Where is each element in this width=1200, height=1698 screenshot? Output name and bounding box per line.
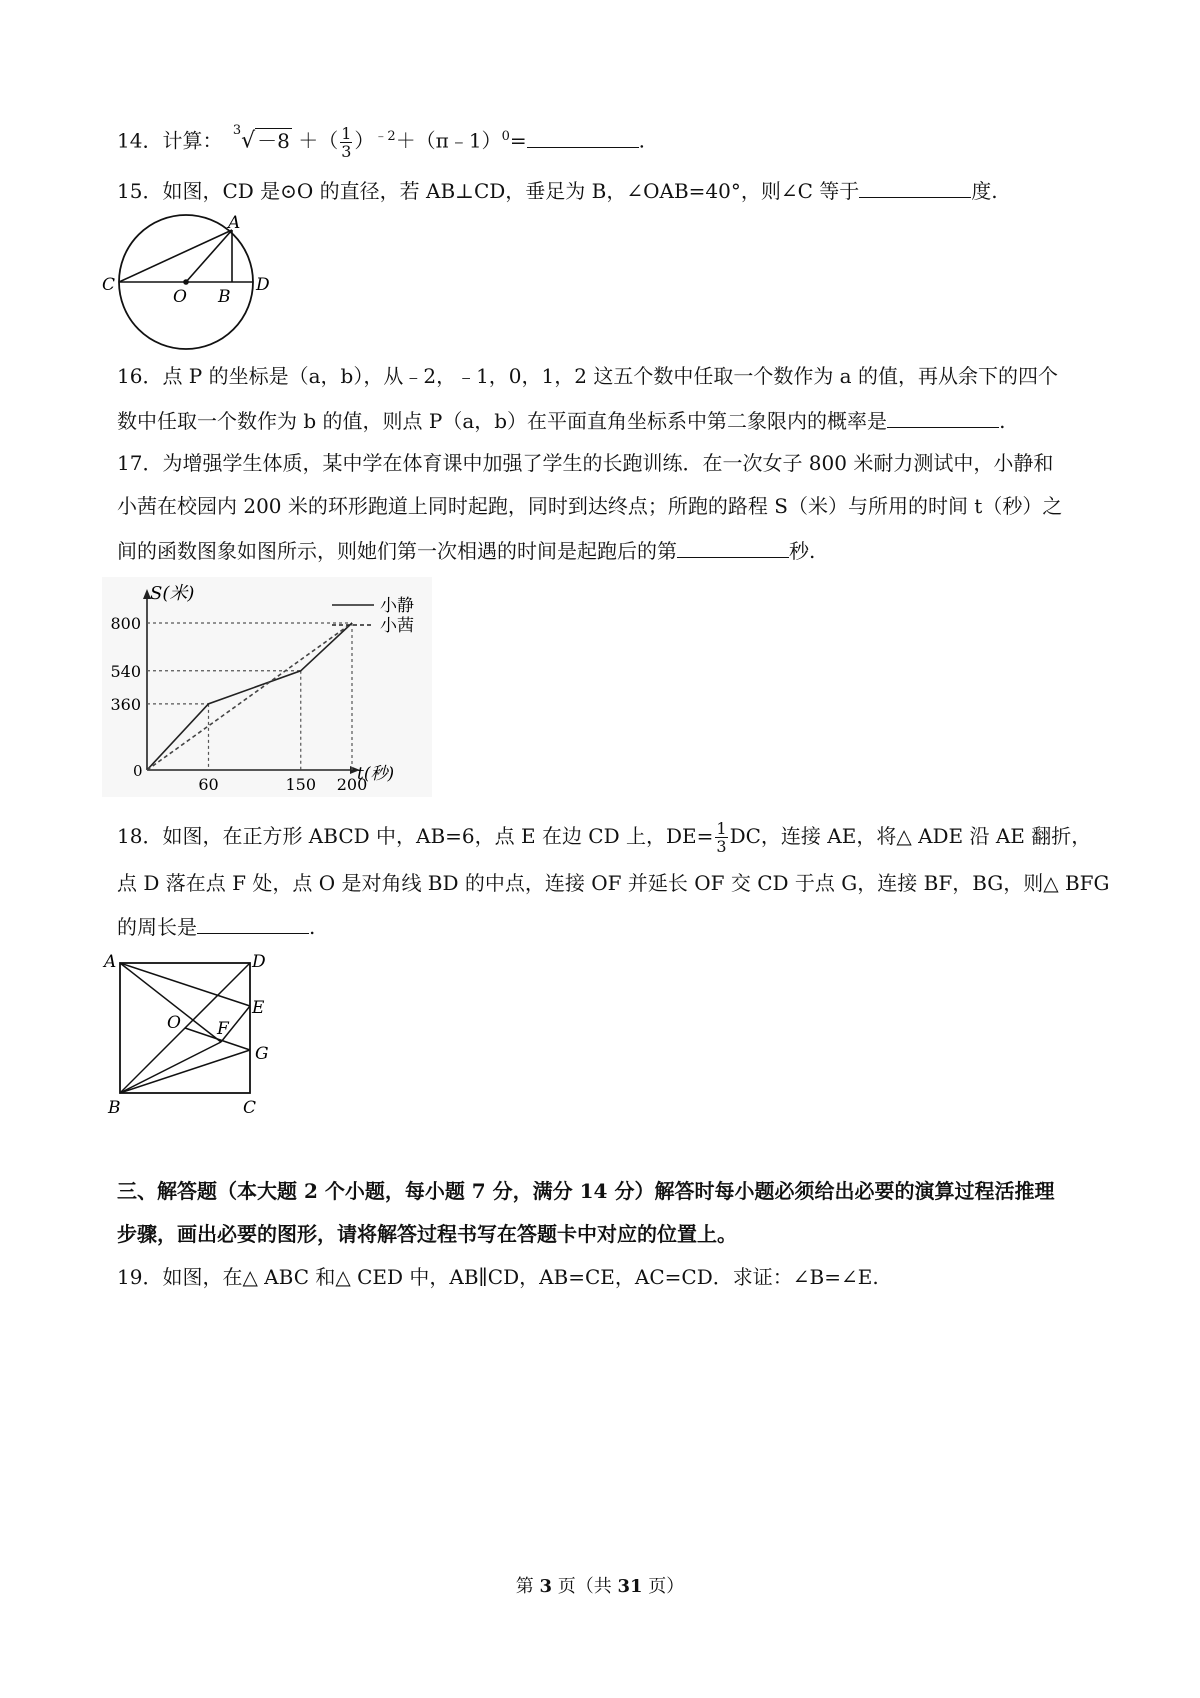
y-tick-label: 540 — [110, 661, 141, 681]
question-17-line2 — [117, 491, 1062, 521]
label-c: C — [102, 275, 116, 295]
label-o: O — [173, 287, 187, 307]
x-tick-label: 150 — [285, 775, 317, 794]
label-g: G — [255, 1044, 269, 1064]
cube-root — [229, 122, 292, 157]
question-17-line1 — [117, 448, 1053, 478]
label-e: E — [252, 998, 265, 1018]
segment-oa — [186, 230, 232, 282]
question-text: 16．点 P 的坐标是（a，b），从﹣2，﹣1，0，1，2 这五个数中任取一个数作为 a 的值，再从余下的四个 — [117, 364, 1058, 388]
question-text: 17．为增强学生体质，某中学在体育课中加强了学生的长跑训练．在一次女子 800 米耐力测试中，小静和 — [117, 451, 1054, 475]
question-label: 计算： — [162, 128, 223, 153]
question-17-line3 — [117, 535, 815, 566]
circle-figure — [100, 212, 285, 352]
question-16-line1 — [117, 361, 1058, 391]
page-footer — [0, 1572, 1200, 1598]
expr-part: ＋（π﹣1） — [395, 128, 502, 153]
question-19 — [117, 1262, 879, 1292]
fraction-one-third — [715, 820, 727, 855]
frac-den: 3 — [716, 837, 727, 856]
question-16-line2 — [117, 405, 1005, 436]
question-18-line1 — [117, 814, 1091, 858]
section-heading: 步骤，画出必要的图形，请将解答过程书写在答题卡中对应的位置上。 — [117, 1222, 737, 1246]
legend-label: 小静 — [380, 596, 414, 616]
expr-part: ＋（ — [298, 128, 339, 153]
question-text: 15．如图，CD 是⊙O 的直径，若 AB⊥CD，垂足为 B，∠OAB=40°，则∠C 等于 — [117, 179, 860, 203]
page-number: 3 — [539, 1576, 552, 1597]
answer-blank[interactable] — [527, 125, 639, 148]
y-tick-label: 360 — [110, 694, 141, 714]
x-axis-label: t(秒) — [357, 764, 395, 784]
question-text: 数中任取一个数作为 b 的值，则点 P（a，b）在平面直角坐标系中第二象限内的概率是 — [117, 409, 888, 433]
x-tick-label: 200 — [336, 775, 368, 794]
radical-sign: √ — [241, 128, 256, 154]
frac-num: 1 — [341, 123, 352, 143]
period: . — [638, 128, 645, 153]
label-a: A — [228, 213, 241, 233]
answer-blank[interactable] — [197, 911, 309, 934]
question-text: 间的函数图象如图所示，则她们第一次相遇的时间是起跑后的第 — [117, 539, 677, 563]
question-14: 14．计算： $^3$√ －8 ＋（ $\frac{1}{3}$ ）$^{﹣2}$＋（π﹣1）$^0$= . — [117, 123, 645, 161]
question-18-line2 — [117, 868, 1110, 898]
question-text: 的周长是 — [117, 915, 197, 939]
question-text: 18．如图，在正方形 ABCD 中，AB=6，点 E 在边 CD 上，DE= — [117, 824, 714, 848]
radicand: －8 — [257, 128, 290, 153]
y-axis-label: S(米) — [150, 583, 195, 604]
section-3-heading-line1 — [117, 1176, 1054, 1206]
label-a: A — [104, 952, 117, 972]
footer-text: 页（共 — [552, 1576, 618, 1597]
fraction-one-third — [340, 125, 352, 160]
question-text: 小茜在校园内 200 米的环形跑道上同时起跑，同时到达终点；所跑的路程 S（米）与所用的时间 t（秒）之 — [117, 494, 1063, 518]
segment-bf — [120, 1042, 221, 1093]
origin-label: 0 — [133, 762, 143, 780]
question-number: 14． — [117, 128, 163, 153]
label-b: B — [108, 1098, 121, 1118]
answer-blank[interactable] — [677, 535, 789, 558]
segment-bg — [120, 1050, 250, 1093]
equals: = — [509, 128, 527, 153]
label-d: D — [256, 275, 270, 295]
question-text: 19．如图，在△ ABC 和△ CED 中，AB∥CD，AB=CE，AC=CD．求证：∠B=∠E. — [117, 1265, 879, 1289]
frac-den: 3 — [341, 141, 352, 161]
segment-ae — [120, 963, 250, 1006]
root-index: 3 — [232, 123, 242, 138]
question-end: 秒. — [789, 539, 816, 563]
section-3-heading-line2 — [117, 1219, 737, 1249]
y-tick-label: 800 — [110, 614, 141, 633]
footer-text: 第 — [515, 1576, 540, 1597]
question-15 — [117, 175, 998, 206]
label-f: F — [217, 1019, 229, 1039]
frac-num: 1 — [716, 819, 727, 838]
answer-blank[interactable] — [859, 175, 971, 198]
exponent: ﹣2 — [374, 129, 396, 144]
label-o: O — [167, 1013, 181, 1033]
exponent: 0 — [501, 129, 510, 144]
period: . — [999, 409, 1006, 433]
legend-label: 小茜 — [380, 616, 414, 636]
distance-time-chart — [102, 577, 432, 797]
center-point — [183, 279, 189, 285]
label-c: C — [243, 1098, 257, 1118]
answer-blank[interactable] — [887, 405, 999, 428]
footer-text: 页） — [642, 1576, 685, 1597]
period: . — [309, 915, 316, 939]
section-heading: 三、解答题（本大题 2 个小题，每小题 7 分，满分 14 分）解答时每小题必须给出必要的演算过程活推理 — [117, 1179, 1055, 1203]
label-b: B — [218, 287, 231, 307]
square-figure — [100, 951, 280, 1119]
x-tick-label: 60 — [198, 775, 219, 794]
question-text: 点 D 落在点 F 处，点 O 是对角线 BD 的中点，连接 OF 并延长 OF 交 CD 于点 G，连接 BF，BG，则△ BFG — [117, 871, 1110, 895]
page-total: 31 — [617, 1576, 643, 1597]
question-18-line3 — [117, 911, 315, 942]
label-d: D — [252, 952, 266, 972]
question-end: 度. — [971, 179, 998, 203]
question-text: DC，连接 AE，将△ ADE 沿 AE 翻折， — [729, 824, 1092, 848]
